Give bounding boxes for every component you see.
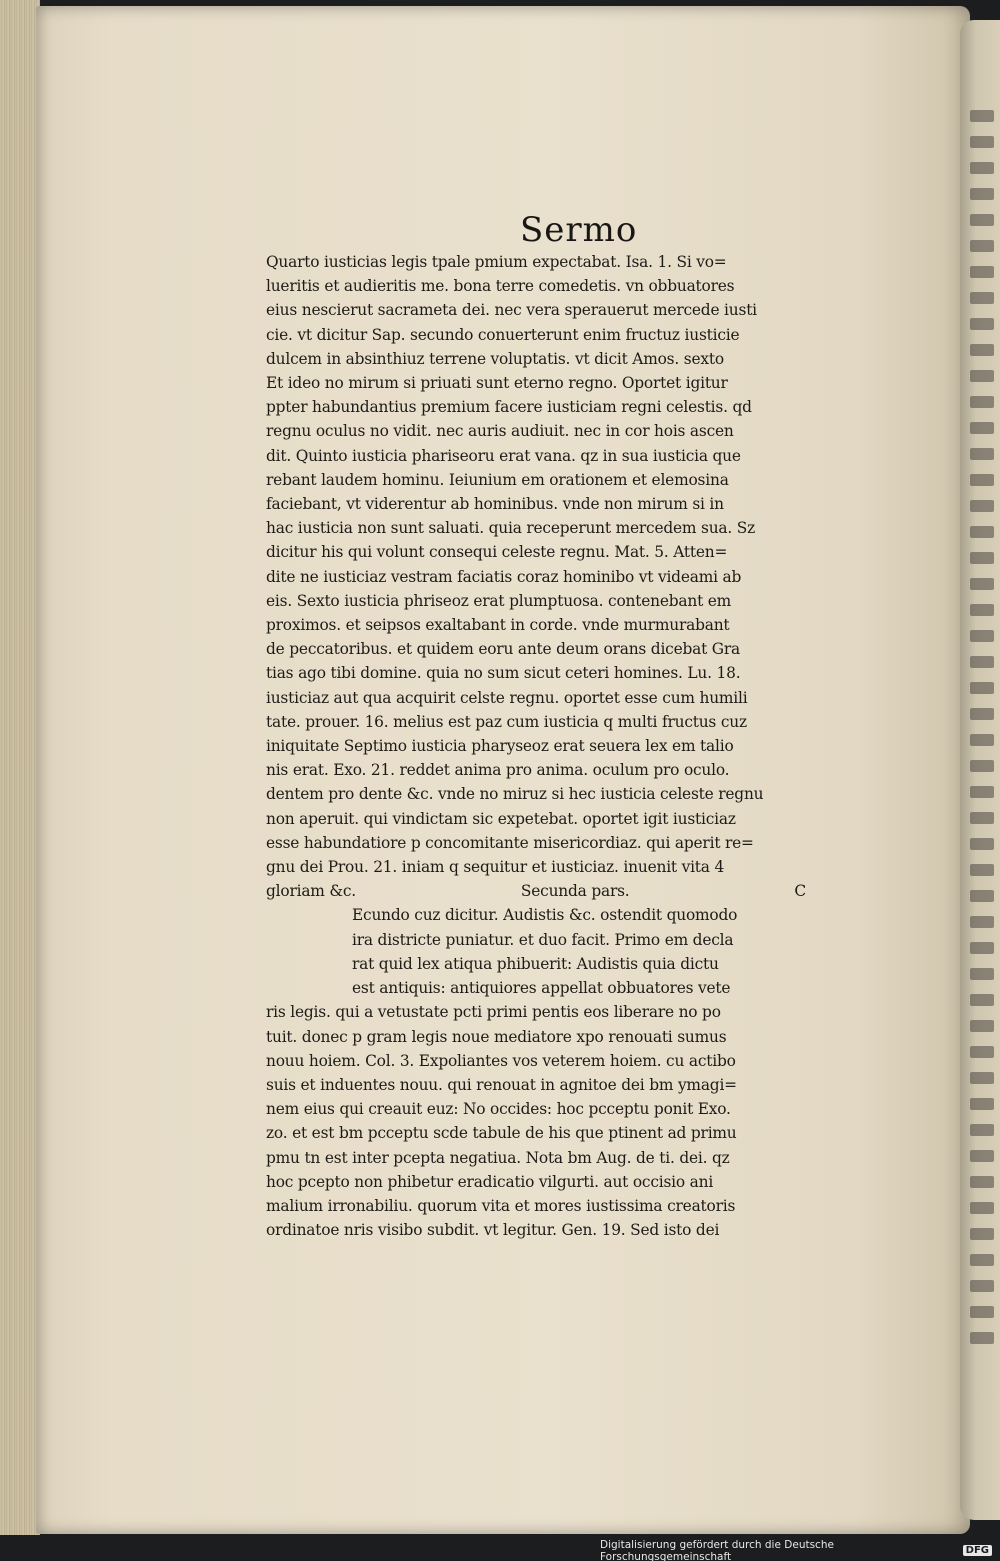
- text-line: tuit. donec p gram legis noue mediatore xpo renouati sumus: [266, 1027, 727, 1046]
- text-line: hac iusticia non sunt saluati. quia receperunt mercedem sua. Sz: [266, 519, 756, 538]
- digitization-footer: [600, 1540, 1000, 1561]
- text-line: faciebant, vt viderentur ab hominibus. vnde non mirum si in: [266, 495, 724, 514]
- line-ending: gloriam &c.: [266, 882, 356, 901]
- section-break-line: [266, 879, 806, 903]
- text-line: tias ago tibi domine. quia no sum sicut ceteri homines. Lu. 18.: [266, 664, 741, 683]
- indented-line: est antiquis: antiquiores appellat obbuatores vete: [352, 979, 731, 998]
- section-label: Secunda pars.: [520, 882, 630, 901]
- text-line: ris legis. qui a vetustate pcti primi pentis eos liberare no po: [266, 1003, 721, 1022]
- text-line: nouu hoiem. Col. 3. Expoliantes vos veterem hoiem. cu actibo: [266, 1051, 736, 1070]
- text-line: Et ideo no mirum si priuati sunt eterno regno. Oportet igitur: [266, 374, 728, 393]
- funding-notice: Digitalisierung gefördert durch die Deutsche Forschungsgemeinschaft: [600, 1538, 834, 1561]
- text-line: ordinatoe nris visibo subdit. vt legitur. Gen. 19. Sed isto dei: [266, 1221, 720, 1240]
- text-line: iniquitate Septimo iusticia pharyseoz erat seuera lex em talio: [266, 737, 734, 756]
- facing-page-text-fragment: [960, 110, 1000, 1358]
- text-line: dulcem in absinthiuz terrene voluptatis. vt dicit Amos. sexto: [266, 349, 724, 368]
- text-line: tate. prouer. 16. melius est paz cum iusticia q multi fructus cuz: [266, 712, 747, 731]
- text-line: hoc pcepto non phibetur eradicatio vilgurti. aut occisio ani: [266, 1172, 714, 1191]
- text-line: malium irronabiliu. quorum vita et mores iustissima creatoris: [266, 1196, 736, 1215]
- indented-line: Ecundo cuz dicitur. Audistis &c. ostendit quomodo: [352, 906, 738, 925]
- text-column: [266, 250, 806, 1242]
- indented-line: ira districte puniatur. et duo facit. Primo em decla: [352, 930, 734, 949]
- text-line: cie. vt dicitur Sap. secundo conuerterunt enim fructuz iusticie: [266, 325, 740, 344]
- text-line: nis erat. Exo. 21. reddet anima pro anima. oculum pro oculo.: [266, 761, 730, 780]
- text-line: Quarto iusticias legis tpale pmium expectabat. Isa. 1. Si vo=: [266, 253, 727, 271]
- indented-line: rat quid lex atiqua phibuerit: Audistis quia dictu: [352, 954, 719, 973]
- text-line: pmu tn est inter pcepta negatiua. Nota bm Aug. de ti. dei. qz: [266, 1148, 730, 1167]
- text-line: dit. Quinto iusticia phariseoru erat vana. qz in sua iusticia que: [266, 446, 741, 465]
- text-line: zo. et est bm pcceptu scde tabule de his que ptinent ad primu: [266, 1124, 737, 1143]
- text-line: nem eius qui creauit euz: No occides: hoc pcceptu ponit Exo.: [266, 1100, 731, 1119]
- text-line: regnu oculus no vidit. nec auris audiuit. nec in cor hois ascen: [266, 422, 734, 441]
- facing-page-edge: [960, 20, 1000, 1520]
- text-line: eis. Sexto iusticia phriseoz erat plumptuosa. contenebant em: [266, 591, 732, 610]
- text-line: proximos. et seipsos exaltabant in corde. vnde murmurabant: [266, 616, 730, 635]
- dfg-logo: DFG: [963, 1545, 992, 1556]
- section-letter: C: [794, 882, 806, 901]
- text-line: dite ne iusticiaz vestram faciatis coraz hominibo vt videami ab: [266, 567, 742, 586]
- text-line: eius nescierut sacrameta dei. nec vera sperauerut mercede iusti: [266, 301, 757, 320]
- text-line: de peccatoribus. et quidem eoru ante deum orans dicebat Gra: [266, 640, 741, 659]
- text-line: gnu dei Prou. 21. iniam q sequitur et iusticiaz. inuenit vita 4: [266, 858, 725, 877]
- page-stack-edges: [0, 0, 40, 1535]
- text-line: rebant laudem hominu. Ieiunium em orationem et elemosina: [266, 470, 729, 489]
- text-line: iusticiaz aut qua acquirit celste regnu. oportet esse cum humili: [266, 688, 748, 707]
- text-line: ppter habundantius premium facere iusticiam regni celestis. qd: [266, 398, 752, 417]
- text-line: dicitur his qui volunt consequi celeste regnu. Mat. 5. Atten=: [266, 543, 728, 562]
- text-line: dentem pro dente &c. vnde no miruz si hec iusticia celeste regnu: [266, 785, 764, 804]
- text-line: lueritis et audieritis me. bona terre comedetis. vn obbuatores: [266, 277, 735, 296]
- text-line: suis et induentes nouu. qui renouat in agnitoe dei bm ymagi=: [266, 1075, 737, 1094]
- page-heading: Sermo: [520, 210, 638, 250]
- text-line: esse habundatiore p concomitante misericordiaz. qui aperit re=: [266, 833, 754, 852]
- text-line: non aperuit. qui vindictam sic expetebat. oportet igit iusticiaz: [266, 809, 736, 828]
